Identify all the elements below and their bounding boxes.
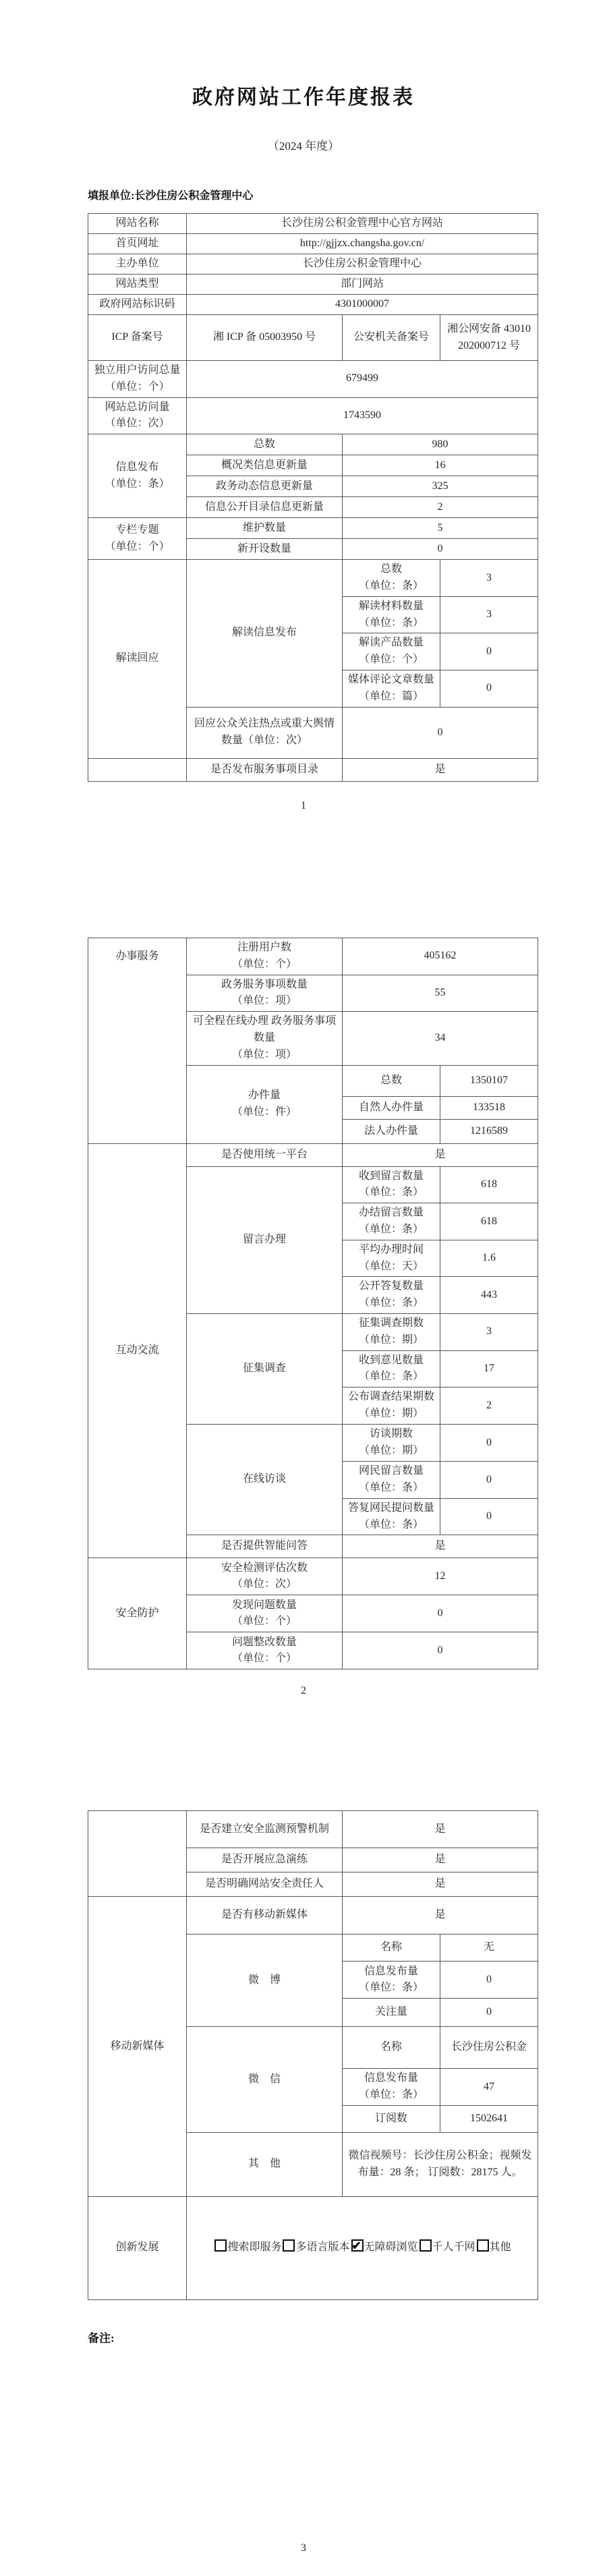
row-value: 325 <box>343 476 538 497</box>
field-label: 公布调查结果期数 <box>347 1391 434 1403</box>
field-unit: （单位：个） <box>358 654 424 666</box>
basic-info-table <box>88 213 538 782</box>
columns-group <box>88 518 187 560</box>
row-value: 0 <box>343 539 538 560</box>
checkbox-icon <box>351 2239 364 2252</box>
field-label: 答复网民提问数量 <box>347 1501 434 1514</box>
field-label: 发现问题数量 <box>231 1599 297 1611</box>
drills-value: 是 <box>343 1848 538 1872</box>
table-row <box>88 758 538 781</box>
checkbox-icon <box>214 2239 227 2252</box>
police-record-value: 湘公网安备 43010202000712 号 <box>440 315 538 361</box>
row-value: 3 <box>440 1313 538 1350</box>
table-row <box>88 1558 538 1595</box>
field-unit: （单位：条） <box>358 1186 424 1199</box>
row-label <box>343 633 440 670</box>
field-label: 公开答复数量 <box>358 1280 424 1292</box>
field-unit: （单位：天） <box>358 1260 424 1272</box>
row-value: 17 <box>440 1350 538 1387</box>
field-label: 独立用户访问总量 <box>94 364 181 376</box>
security-group: 安全防护 <box>88 1558 187 1669</box>
checkbox-icon <box>420 2239 432 2252</box>
interpretation-group: 解读回应 <box>88 560 187 758</box>
other-media-group: 其 他 <box>187 2132 343 2196</box>
table-row <box>88 434 538 455</box>
cases-group <box>187 1065 343 1143</box>
option-label: 多语言版本 <box>295 2241 350 2254</box>
field-unit: （单位：期） <box>358 1334 424 1346</box>
field-unit: （单位：条） <box>358 579 424 592</box>
checkbox-icon <box>283 2239 295 2252</box>
row-value: 0 <box>440 1498 538 1535</box>
row-label: 名称 <box>343 2027 440 2069</box>
home-url-label: 首页网址 <box>88 234 187 254</box>
row-label <box>343 1313 440 1350</box>
site-type-value: 部门网站 <box>187 275 538 295</box>
row-label <box>187 975 343 1012</box>
row-label: 维护数量 <box>187 518 343 539</box>
innovation-group: 创新发展 <box>88 2196 187 2299</box>
table-row <box>88 1897 538 1935</box>
row-value: 0 <box>440 1999 538 2027</box>
group-label: 专栏专题 <box>115 523 159 536</box>
field-label: 网站总访问量 <box>105 401 170 413</box>
field-label: 收到留言数量 <box>358 1170 424 1182</box>
row-label: 法人办件量 <box>343 1119 440 1143</box>
notes-label: 备注: <box>88 2331 115 2345</box>
table-row <box>88 1143 538 1166</box>
field-label: 平均办理时间 <box>358 1243 424 1255</box>
field-unit: （单位：项） <box>231 1048 297 1060</box>
police-record-label: 公安机关备案号 <box>343 315 440 361</box>
messages-group: 留言办理 <box>187 1166 343 1313</box>
field-unit: （单位：条） <box>358 1371 424 1383</box>
table-row <box>88 234 538 254</box>
field-label: 媒体评论文章数量 <box>347 673 434 685</box>
field-unit: （单位：次） <box>231 1578 297 1591</box>
row-value: 0 <box>440 1962 538 1999</box>
row-value: 无 <box>440 1935 538 1962</box>
innovation-option <box>350 2241 418 2253</box>
field-unit: （单位：条） <box>358 1481 424 1493</box>
field-label: 信息发布量 <box>364 1965 418 1977</box>
row-label <box>343 670 440 707</box>
row-value: 133518 <box>440 1096 538 1119</box>
innovation-option <box>281 2241 349 2253</box>
field-label: 解读产品数量 <box>358 637 424 649</box>
field-unit: （单位：条） <box>358 1518 424 1530</box>
empty-cell <box>88 1811 187 1897</box>
field-unit: （单位：条） <box>358 1982 424 1994</box>
innovation-option <box>475 2241 511 2253</box>
row-label: 总数 <box>343 1065 440 1096</box>
row-label: 新开设数量 <box>187 539 343 560</box>
field-unit: （单位：个） <box>231 1653 297 1665</box>
row-label <box>343 1962 440 1999</box>
row-value: 2 <box>343 497 538 518</box>
icp-label: ICP 备案号 <box>88 315 187 361</box>
report-year-subtitle: （2024 年度） <box>267 140 340 152</box>
row-label <box>343 596 440 633</box>
row-label: 订阅数 <box>343 2105 440 2132</box>
monitoring-label: 是否建立安全监测预警机制 <box>187 1811 343 1848</box>
services-interaction-table <box>88 938 538 1670</box>
row-label: 自然人办件量 <box>343 1096 440 1119</box>
unique-visitors-value: 679499 <box>187 361 538 398</box>
field-label: 信息发布量 <box>364 2072 418 2084</box>
table-row <box>88 397 538 434</box>
field-unit: （单位：期） <box>358 1408 424 1420</box>
row-label: 概况类信息更新量 <box>187 455 343 476</box>
field-label: 访谈期数 <box>369 1428 413 1440</box>
table-row <box>88 518 538 539</box>
row-label <box>343 1387 440 1425</box>
page-number-2: 2 <box>301 1685 306 1697</box>
option-label: 千人千网 <box>432 2241 475 2254</box>
row-value: 0 <box>343 1595 538 1632</box>
row-value: 47 <box>440 2069 538 2106</box>
reporting-unit-line: 填报单位:长沙住房公积金管理中心 <box>88 190 254 202</box>
field-unit: （单位：个） <box>231 1615 297 1628</box>
row-label <box>343 1425 440 1462</box>
row-value: 0 <box>440 1425 538 1462</box>
row-value: 405162 <box>343 938 538 975</box>
empty-cell <box>88 758 187 781</box>
row-label <box>343 2069 440 2106</box>
row-label <box>343 1462 440 1499</box>
mobile-media-group: 移动新媒体 <box>88 1897 187 2197</box>
field-unit: （单位：条） <box>358 617 424 629</box>
group-label: 办件量 <box>248 1089 281 1101</box>
table-row <box>88 315 538 361</box>
surveys-group: 征集调查 <box>187 1313 343 1424</box>
drills-label: 是否开展应急演练 <box>187 1848 343 1872</box>
group-label: 信息发布 <box>115 461 159 473</box>
service-catalog-label: 是否发布服务事项目录 <box>187 758 343 781</box>
row-value: 3 <box>440 596 538 633</box>
row-label <box>343 1240 440 1277</box>
row-value: 443 <box>440 1277 538 1314</box>
row-label <box>187 938 343 975</box>
page-title: 政府网站工作年度报表 <box>192 86 415 109</box>
row-value: 34 <box>343 1012 538 1065</box>
row-label <box>187 1632 343 1669</box>
row-value: 618 <box>440 1203 538 1240</box>
option-label: 其他 <box>489 2241 511 2254</box>
field-unit: （单位：期） <box>358 1445 424 1457</box>
row-value: 980 <box>343 434 538 455</box>
row-label: 总数 <box>187 434 343 455</box>
field-unit: （单位：个） <box>231 958 297 970</box>
table-row <box>88 295 538 315</box>
field-label: 政务服务事项数量 <box>221 978 308 990</box>
total-visits-value: 1743590 <box>187 397 538 434</box>
home-url-value: http://gjjzx.changsha.gov.cn/ <box>187 234 538 254</box>
group-unit: （单位：条） <box>105 478 170 490</box>
responsible-label: 是否明确网站安全责任人 <box>187 1872 343 1897</box>
field-unit: （单位：条） <box>358 1223 424 1235</box>
row-value: 55 <box>343 975 538 1012</box>
row-value: 1502641 <box>440 2105 538 2132</box>
row-value: 0 <box>440 670 538 707</box>
smart-qa-value: 是 <box>343 1535 538 1558</box>
innovation-option <box>418 2241 475 2253</box>
site-name-value: 长沙住房公积金管理中心官方网站 <box>187 214 538 234</box>
row-label <box>187 1558 343 1595</box>
row-label: 政务动态信息更新量 <box>187 476 343 497</box>
organizer-label: 主办单位 <box>88 254 187 275</box>
row-value: 618 <box>440 1166 538 1203</box>
row-label <box>187 1012 343 1065</box>
smart-qa-label: 是否提供智能问答 <box>187 1535 343 1558</box>
total-visits-label <box>88 397 187 434</box>
page-number-3: 3 <box>301 2542 306 2554</box>
row-value: 1350107 <box>440 1065 538 1096</box>
other-media-value: 微信视频号：长沙住房公积金；视频发布量：28 条； 订阅数：28175 人。 <box>343 2132 538 2196</box>
page-number-1: 1 <box>301 799 306 811</box>
info-release-group <box>88 434 187 518</box>
row-value: 长沙住房公积金 <box>440 2027 538 2069</box>
field-label: 征集调查期数 <box>358 1317 424 1329</box>
group-unit: （单位：个） <box>105 540 170 552</box>
hot-response-label: 回应公众关注热点或重大舆情数量（单位：次） <box>187 707 343 758</box>
row-label: 关注量 <box>343 1999 440 2027</box>
organizer-value: 长沙住房公积金管理中心 <box>187 254 538 275</box>
field-unit: （单位：次） <box>105 418 170 430</box>
field-label: 问题整改数量 <box>231 1636 297 1648</box>
row-value: 1216589 <box>440 1119 538 1143</box>
row-label <box>343 1277 440 1314</box>
field-label: 收到意见数量 <box>358 1354 424 1366</box>
row-label <box>343 560 440 597</box>
row-value: 2 <box>440 1387 538 1425</box>
site-type-label: 网站类型 <box>88 275 187 295</box>
row-value: 0 <box>440 1462 538 1499</box>
unique-visitors-label <box>88 361 187 398</box>
row-value: 0 <box>343 1632 538 1669</box>
field-label: 网民留言数量 <box>358 1465 424 1477</box>
table-row <box>88 361 538 398</box>
interaction-group: 互动交流 <box>88 1143 187 1558</box>
row-label <box>343 1166 440 1203</box>
field-unit: （单位：条） <box>358 1297 424 1309</box>
innovation-options <box>187 2196 538 2299</box>
field-unit: （单位：条） <box>358 2089 424 2101</box>
interviews-group: 在线访谈 <box>187 1425 343 1535</box>
row-label <box>343 1350 440 1387</box>
group-unit: （单位：件） <box>231 1106 297 1118</box>
unified-platform-label: 是否使用统一平台 <box>187 1143 343 1166</box>
field-label: 安全检测评估次数 <box>221 1562 308 1574</box>
monitoring-value: 是 <box>343 1811 538 1848</box>
table-row <box>88 1811 538 1848</box>
weibo-group: 微 博 <box>187 1935 343 2027</box>
interpretation-release-group: 解读信息发布 <box>187 560 343 707</box>
security-media-table <box>88 1810 538 2300</box>
field-unit: （单位：个） <box>105 380 170 393</box>
has-media-label: 是否有移动新媒体 <box>187 1897 343 1935</box>
innovation-option <box>213 2241 281 2253</box>
hot-response-value: 0 <box>343 707 538 758</box>
wechat-group: 微 信 <box>187 2027 343 2133</box>
site-name-label: 网站名称 <box>88 214 187 234</box>
row-label <box>343 1498 440 1535</box>
row-label: 信息公开目录信息更新量 <box>187 497 343 518</box>
table-row <box>88 938 538 975</box>
option-label: 搜索即服务 <box>227 2241 282 2254</box>
table-row <box>88 2196 538 2299</box>
checkbox-icon <box>477 2239 489 2252</box>
table-row <box>88 560 538 597</box>
field-label: 可全程在线办理 政务服务事项数量 <box>192 1015 336 1043</box>
has-media-value: 是 <box>343 1897 538 1935</box>
row-label <box>187 1595 343 1632</box>
field-unit: （单位：篇） <box>358 690 424 702</box>
site-code-label: 政府网站标识码 <box>88 295 187 315</box>
row-value: 16 <box>343 455 538 476</box>
site-code-value: 4301000007 <box>187 295 538 315</box>
field-label: 总数 <box>380 563 402 575</box>
row-value: 1.6 <box>440 1240 538 1277</box>
services-group: 办事服务 <box>88 938 187 1143</box>
table-row <box>88 254 538 275</box>
row-label: 名称 <box>343 1935 440 1962</box>
row-value: 0 <box>440 633 538 670</box>
row-value: 5 <box>343 518 538 539</box>
unified-platform-value: 是 <box>343 1143 538 1166</box>
table-row <box>88 214 538 234</box>
field-label: 办结留言数量 <box>358 1207 424 1219</box>
field-label: 解读材料数量 <box>358 600 424 612</box>
row-value: 12 <box>343 1558 538 1595</box>
field-unit: （单位：项） <box>231 995 297 1007</box>
field-label: 注册用户数 <box>237 941 291 953</box>
option-label: 无障碍浏览 <box>364 2241 418 2254</box>
table-row <box>88 275 538 295</box>
icp-value: 湘 ICP 备 05003950 号 <box>187 315 343 361</box>
row-value: 3 <box>440 560 538 597</box>
row-label <box>343 1203 440 1240</box>
responsible-value: 是 <box>343 1872 538 1897</box>
service-catalog-value: 是 <box>343 758 538 781</box>
